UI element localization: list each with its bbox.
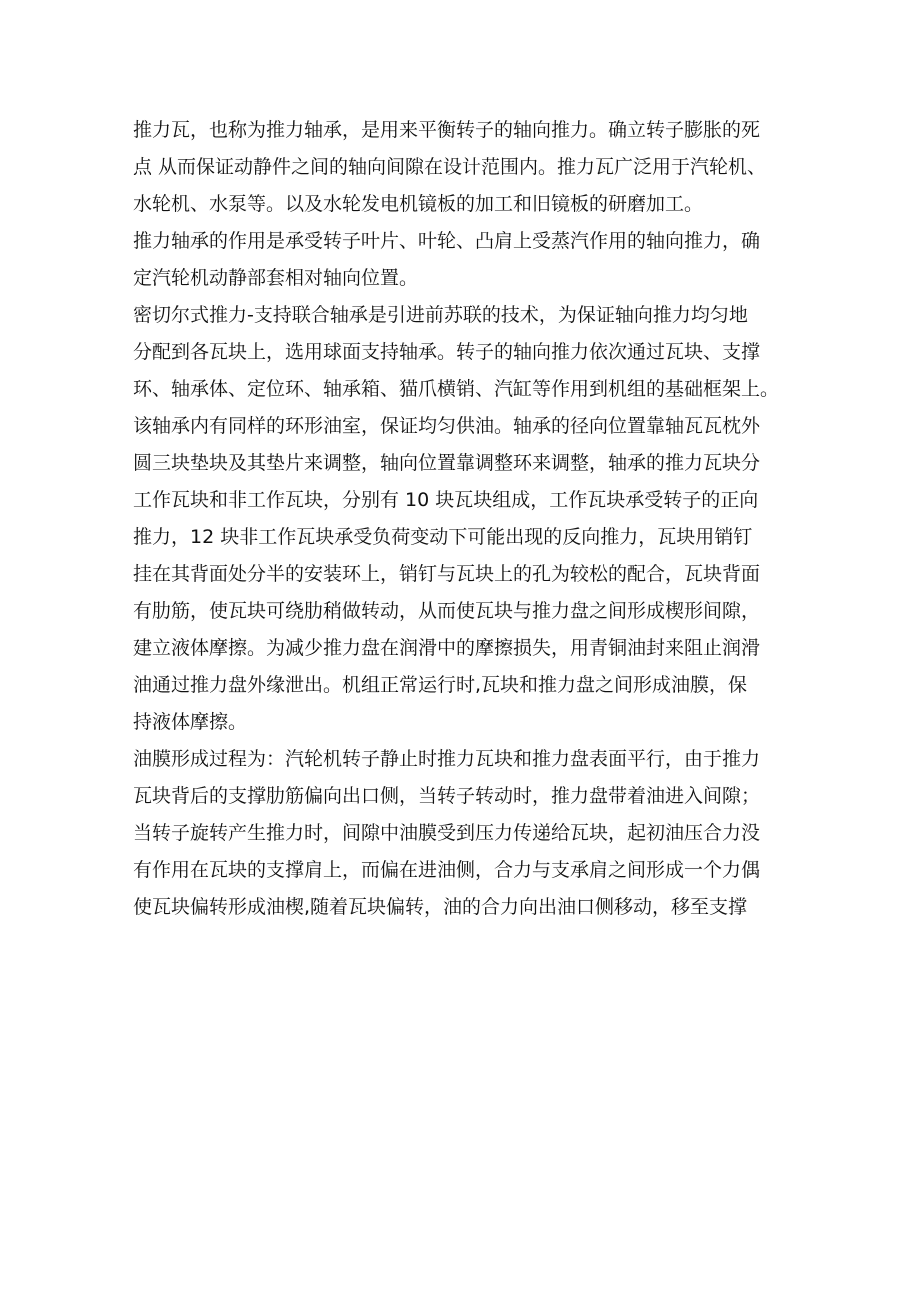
text-line: 挂在其背面处分半的安装环上，销钉与瓦块上的孔为较松的配合，瓦块背面: [133, 563, 761, 585]
paragraph: [133, 112, 805, 223]
text-line: 分配到各瓦块上，选用球面支持轴承。转子的轴向推力依次通过瓦块、支撑: [133, 341, 761, 363]
text-line: 推力，12 块非工作瓦块承受负荷变动下可能出现的反向推力，瓦块用销钉: [133, 526, 753, 548]
text-line: 推力轴承的作用是承受转子叶片、叶轮、凸肩上受蒸汽作用的轴向推力，确: [133, 230, 761, 252]
text-line: 水轮机、水泵等。以及水轮发电机镜板的加工和旧镜板的研磨加工。: [133, 193, 704, 215]
text-line: 有作用在瓦块的支撑肩上，而偏在进油侧，合力与支承肩之间形成一个力偶: [133, 859, 761, 881]
text-line: 工作瓦块和非工作瓦块，分别有 10 块瓦块组成，工作瓦块承受转子的正向: [133, 489, 759, 511]
document-body: [133, 112, 805, 926]
paragraph: [133, 223, 805, 297]
text-line: 定汽轮机动静部套相对轴向位置。: [133, 267, 419, 289]
text-line: 当转子旋转产生推力时，间隙中油膜受到压力传递给瓦块，起初油压合力没: [133, 822, 761, 844]
text-line: 圆三块垫块及其垫片来调整，轴向位置靠调整环来调整，轴承的推力瓦块分: [133, 452, 761, 474]
text-line: 油通过推力盘外缘泄出。机组正常运行时,瓦块和推力盘之间形成油膜，保: [133, 674, 748, 696]
text-line: 瓦块背后的支撑肋筋偏向出口侧，当转子转动时，推力盘带着油进入间隙；: [133, 785, 761, 807]
paragraph: [133, 297, 805, 741]
text-line: 油膜形成过程为：汽轮机转子静止时推力瓦块和推力盘表面平行，由于推力: [133, 748, 761, 770]
text-line: 有肋筋，使瓦块可绕肋稍做转动，从而使瓦块与推力盘之间形成楔形间隙，: [133, 600, 761, 622]
text-line: 环、轴承体、定位环、轴承箱、猫爪横销、汽缸等作用到机组的基础框架上。: [133, 378, 780, 400]
text-line: 该轴承内有同样的环形油室，保证均匀供油。轴承的径向位置靠轴瓦瓦枕外: [133, 415, 761, 437]
text-line: 点 从而保证动静件之间的轴向间隙在设计范围内。推力瓦广泛用于汽轮机、: [133, 156, 767, 178]
text-line: 持液体摩擦。: [133, 711, 248, 733]
text-line: 使瓦块偏转形成油楔,随着瓦块偏转，油的合力向出油口侧移动，移至支撑: [133, 896, 748, 918]
text-line: 建立液体摩擦。为减少推力盘在润滑中的摩擦损失，用青铜油封来阻止润滑: [133, 637, 761, 659]
text-line: 密切尔式推力-支持联合轴承是引进前苏联的技术，为保证轴向推力均匀地: [133, 304, 748, 326]
paragraph: [133, 741, 805, 926]
text-line: 推力瓦，也称为推力轴承，是用来平衡转子的轴向推力。确立转子膨胀的死: [133, 119, 761, 141]
